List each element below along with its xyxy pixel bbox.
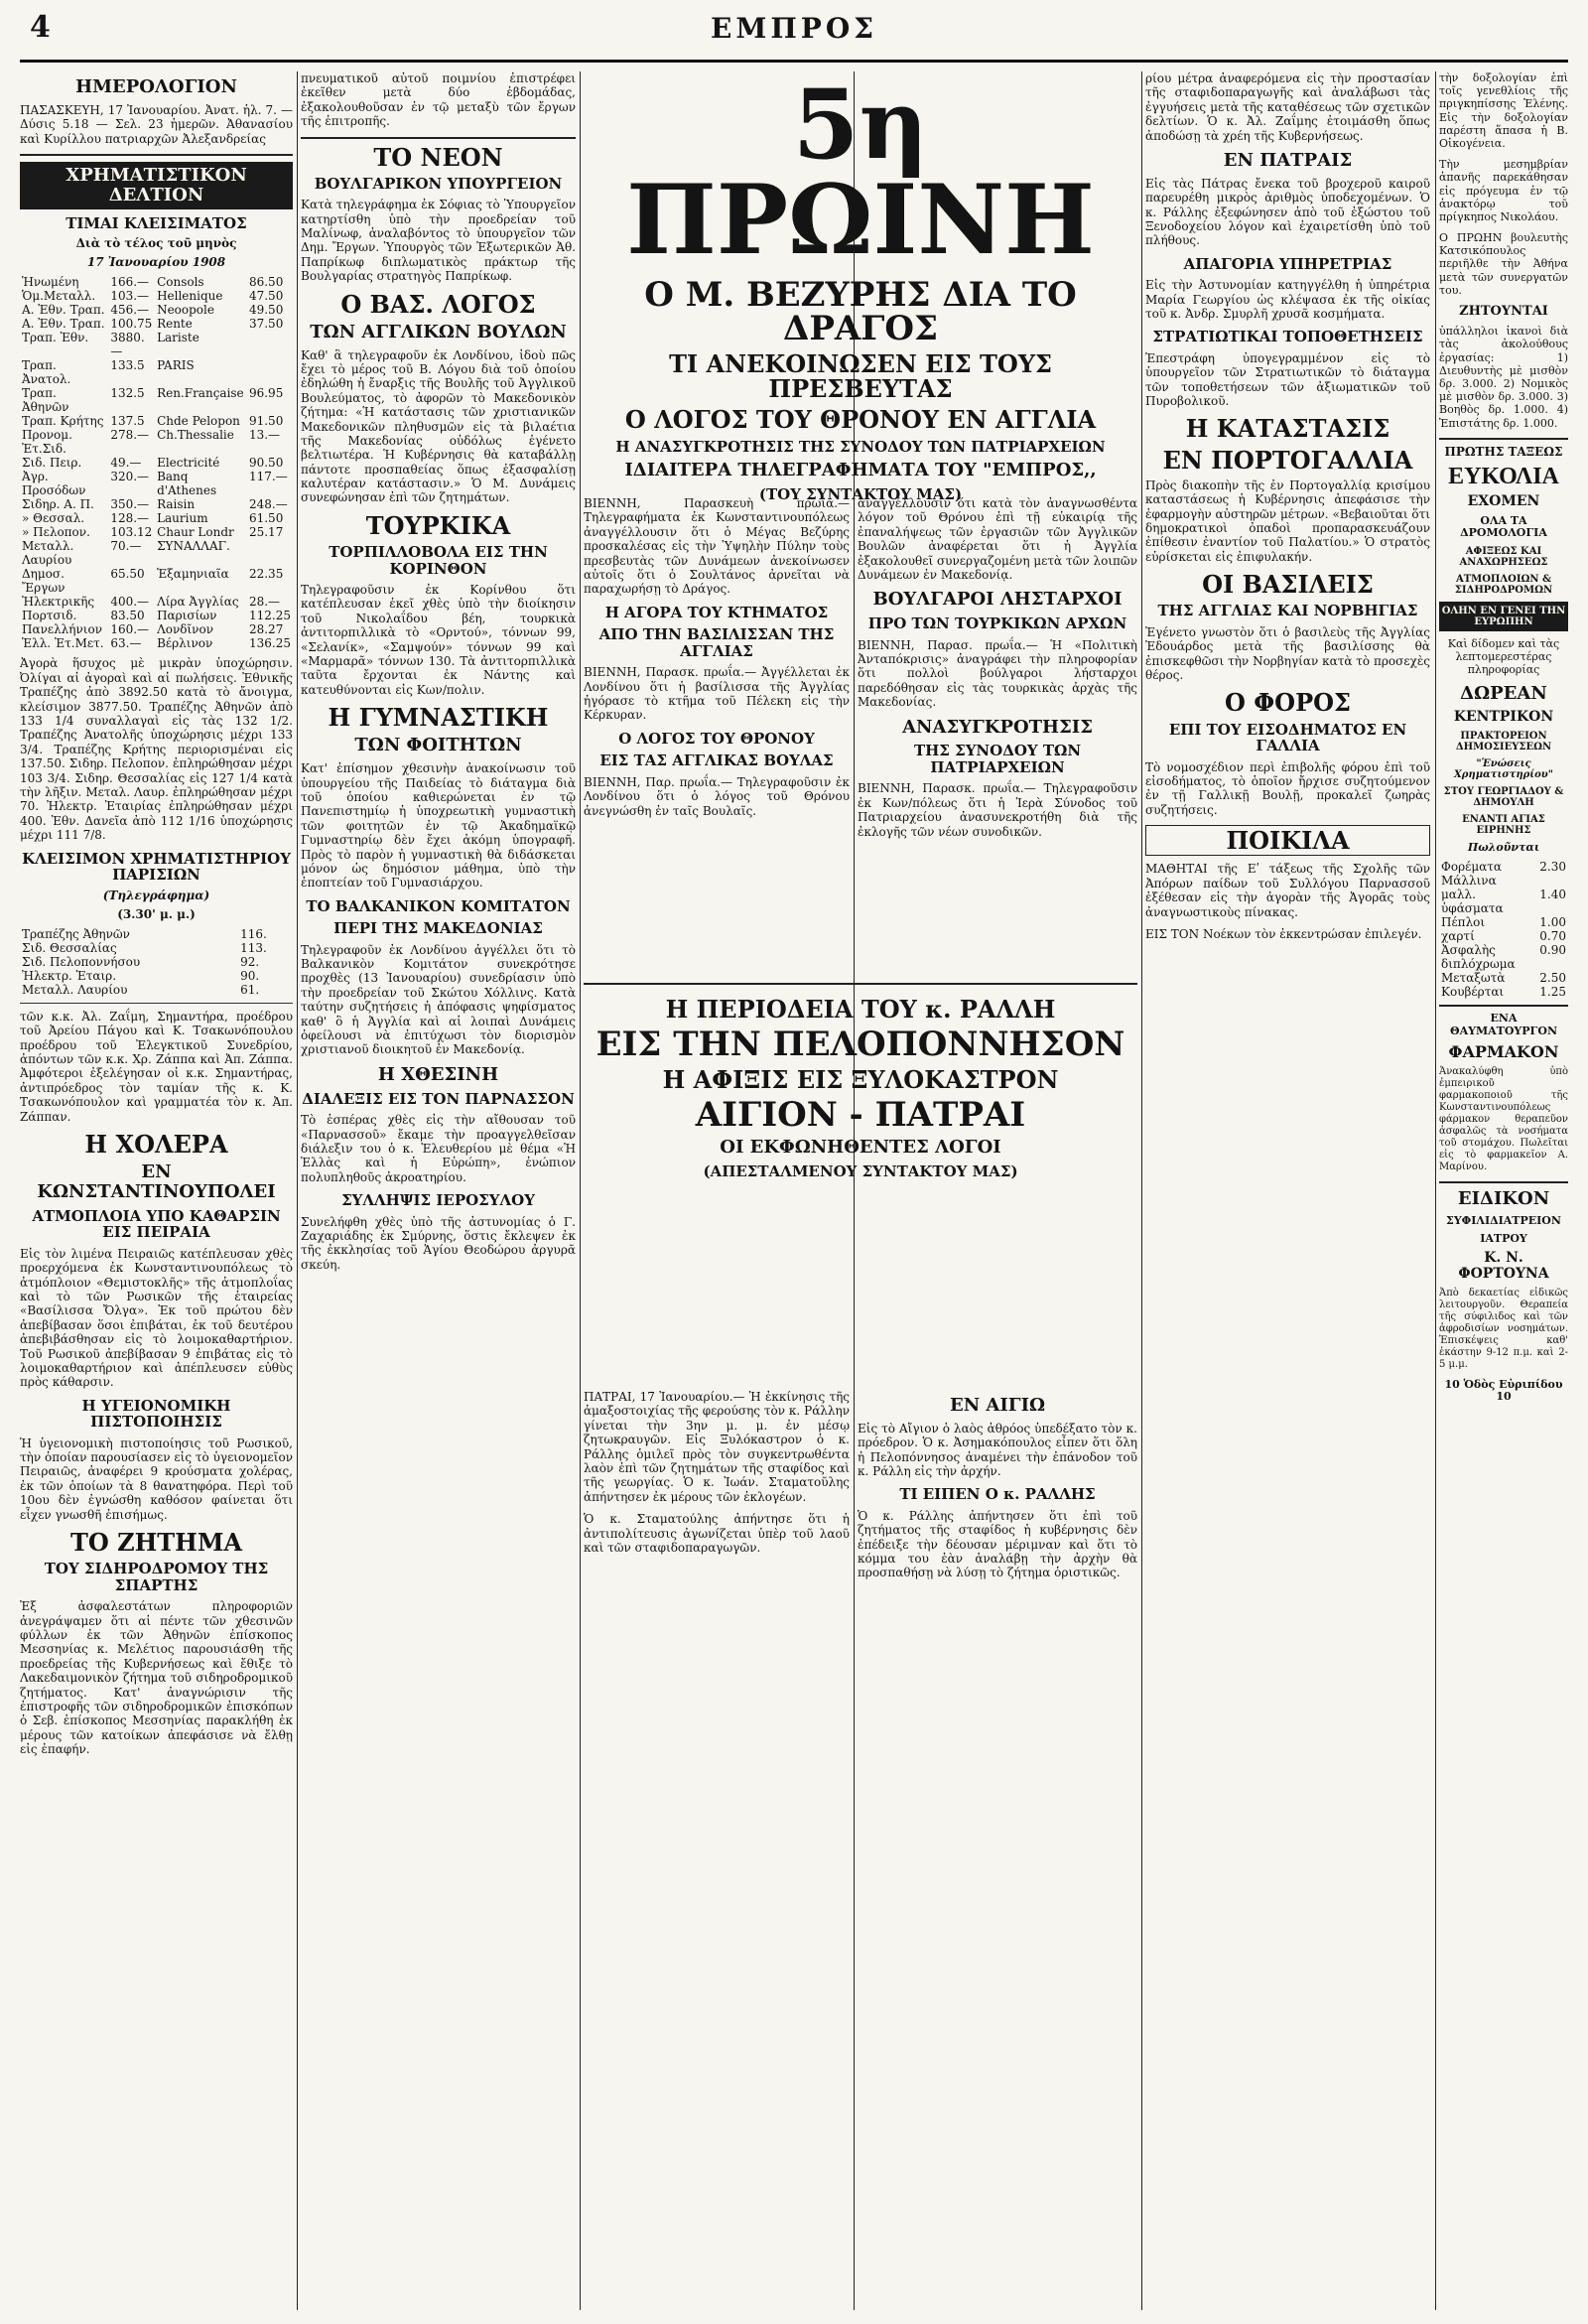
table-cell: Ἠλεκτρικῆς: [22, 595, 95, 610]
table-cell: Hellenique: [157, 289, 223, 304]
table-cell: 136.25: [248, 636, 291, 651]
table-cell: Σιδηρ. Α. Π.: [22, 497, 94, 512]
table-cell: 350.—: [110, 497, 150, 512]
table-cell: Laurium: [157, 511, 208, 526]
table-cell: Ἡνωμένη: [22, 275, 79, 290]
jerusalem-heading: ΣΥΛΛΗΨΙΣ ΙΕΡΟΣΥΛΟΥ: [341, 1191, 535, 1210]
paris-heading: ΚΛΕΙΣΙΜΟΝ ΧΡΗΜΑΤΙΣΤΗΡΙΟΥ ΠΑΡΙΣΙΩΝ: [22, 849, 291, 885]
cholera-text: Εἰς τὸν λιμένα Πειραιῶς κατέπλευσαν χθὲς προερχόμενα ἐκ Κωνσταντινουπόλεως τὸ ἀτμόπλοιον «Θεμιστοκλῆς» τῆς ἀτμοπλοΐας καὶ τὸ τῶν Ρωσικῶν τῆς ἑταιρείας «Βασίλισσα Ὄλγα». Ἐκ τοῦ πρώτου δὲν ἀπεβίβασαν ὅσοι ἐπιβάται, ἐκ τοῦ δευτέρου ἀπεβιβάσθησαν εἰς τὸ λοιμοκαθαρτήριον. Τοῦ Ρωσικοῦ ἀπεβίβασαν 9 ἐπιβάτας εἰς τὸ λοιμοκαθαρτήριον καὶ ἀπέπλευσεν εὐθὺς πρὸς κάθαρσιν.: [20, 1246, 293, 1390]
committee-subheading: ΠΕΡΙ ΤΗΣ ΜΑΚΕΔΟΝΙΑΣ: [333, 919, 543, 938]
table-cell: 86.50: [248, 275, 284, 290]
cholera-heading: Η ΧΟΛΕΡΑ: [84, 1130, 228, 1160]
rallis-headline-4: ΑΙΓΙΟΝ - ΠΑΤΡΑΙ: [695, 1095, 1026, 1136]
table-cell: 166.—: [110, 275, 150, 290]
ad1-free: ΔΩΡΕΑΝ: [1460, 683, 1547, 705]
table-cell: [247, 539, 293, 567]
table-cell: » Πελοπον.: [22, 525, 90, 540]
paris-subheading: (Τηλεγράφημα): [102, 888, 210, 902]
table-cell: Πορτσιδ.: [22, 609, 77, 623]
table-cell: 1.00: [1539, 915, 1566, 930]
newspaper-title: ΕΜΠΡΟΣ: [710, 12, 878, 45]
ad1-big: ΕΥΚΟΛΙΑ: [1448, 463, 1559, 489]
throne-text: ΒΙΕΝΝΗ, Παρ. πρωΐα.— Τηλεγραφοῦσιν ἐκ Λονδίνου ὅτι ὁ λόγος τοῦ Θρόνου ἀνεγνώσθη ἐν ταῖς Βουλαῖς.: [584, 774, 850, 818]
top-text: ρίου μέτρα ἀναφερόμενα εἰς τὴν προστασίαν τῆς σταφιδοπαραγωγῆς καὶ ἀναλάβωσι τὰς ἐγγυήσεις μετὰ τῆς καταθέσεως τῶν σχετικῶν δελτίων. Ὁ κ. Ἀλ. Ζαΐμης ἐτοιμάσθη ὅπως ἀποδώσῃ τὰ χρέη τῆς Κυβερνήσεως.: [1145, 71, 1430, 143]
military-heading: ΣΤΡΑΤΙΩΤΙΚΑΙ ΤΟΠΟΘΕΤΗΣΕΙΣ: [1152, 328, 1423, 346]
table-cell: Παρισίων: [157, 609, 217, 623]
table-cell: Τραπ. Κρήτης: [22, 414, 104, 429]
exchange-row: [20, 511, 293, 525]
committee-text: Τηλεγραφοῦν ἐκ Λονδίνου ἀγγέλλει ὅτι τὸ Βαλκανικὸν Κομιτάτον συνεκρότησε προχθὲς (13 Ἰανουαρίου) συνεδρίασιν ὑπὸ τὴν προεδρείαν τοῦ Σκώτου Χόλλινς. Κατὰ ταύτην συζητήσεις ἡ ἀπόφασις ψηφίσματος καθ' ὃ ἡ Ἀγγλία καὶ αἱ λοιπαὶ Δυνάμεις ὀφείλουσι νὰ ἐπιτύχωσι τὸν διορισμὸν χριστιανοῦ διοικητοῦ ἐν Μακεδονίᾳ.: [301, 942, 576, 1057]
kings-speech-heading: Ο ΒΑΣ. ΛΟΓΟΣ: [340, 289, 536, 319]
parnassos-heading: Η ΧΘΕΣΙΝΗ: [377, 1063, 499, 1085]
ad1-heading: ΠΡΩΤΗΣ ΤΑΞΕΩΣ: [1444, 444, 1563, 459]
exchange-row: [20, 567, 293, 595]
table-cell: Consols: [157, 275, 204, 290]
table-cell: Lariste: [157, 331, 199, 345]
ad1-text: Καὶ δίδομεν καὶ τὰς λεπτομερεστέρας πληροφορίας: [1447, 636, 1560, 676]
lead-byline: (ΤΟΥ ΣΥΝΤΑΚΤΟΥ ΜΑΣ): [758, 484, 963, 503]
table-cell: 137.5: [110, 414, 145, 429]
portugal-heading-2: ΕΝ ΠΟΡΤΟΓΑΛΛΙΑ: [1162, 445, 1413, 475]
table-cell: 248.—: [248, 497, 288, 512]
table-cell: 132.5: [110, 386, 145, 401]
table-cell: 90.50: [248, 456, 284, 471]
rallis-headline-3: Η ΑΦΙΞΙΣ ΕΙΣ ΞΥΛΟΚΑΣΤΡΟΝ: [662, 1065, 1059, 1095]
column-5: [1145, 71, 1430, 2310]
column-1: [20, 71, 293, 2310]
paris-text: τῶν κ.κ. Ἀλ. Ζαΐμη, Σημαντήρα, προέδρου τοῦ Ἀρείου Πάγου καὶ Κ. Τσακωνόπουλου προέδρου τοῦ Ἐλεγκτικοῦ Συνεδρίου, ἀπόντων τῶν κ.κ. Χρ. Ζάππα καὶ Ἀπ. Ζάππα. Ἀμφότεροι ἐξελέγησαν οἱ κ.κ. Σημαντήρας, ἀντιπρόεδρος τὸν ταμίαν τῆς κ. Κ. Τσακωνόπουλον καὶ γραμματέα τὸν κ. Ἀπ. Ζάππαν.: [20, 1009, 293, 1124]
table-cell: 117.—: [248, 470, 288, 484]
table-cell: Λίρα Ἀγγλίας: [157, 595, 239, 610]
table-cell: Ἀσφαλὴς διπλόχρωμα: [1441, 943, 1516, 972]
table-cell: Πανελλήνιον: [22, 622, 102, 637]
table-cell: Δημοσ. Ἔργων: [22, 567, 66, 596]
turkey-text: Τηλεγραφοῦσιν ἐκ Κορίνθου ὅτι κατέπλευσαν ἐκεῖ χθὲς ὑπὸ τὴν διοίκησιν τοῦ Νικολαΐδου βέη, τουρκικὰ ἀντιτορπιλλικὰ τὸ «Ορντού», τόννων 99, «Σελανίκ», «Σαμψούν» τόννων 99 καὶ «Μαρμαρᾶ» τόννων 130. Τὰ ἀντιτορπιλλικὰ ταῦτα ἔρχονται ἐκ Νάντης καὶ κατευθύνονται εἰς Κων/πολιν.: [301, 583, 576, 697]
exchange-row: [20, 636, 293, 650]
sparta-text: Ἐξ ἀσφαλεστάτων πληροφοριῶν ἀνεγράψαμεν ὅτι αἱ πέντε τῶν χθεσινῶν φύλλων ἐκ τῶν Ἀθηνῶν ἐπίσκοπος Μεσσηνίας κ. Μελέτιος παρουσιάσθη τῆς προεδρείας τῆς Κυβερνήσεως καὶ ἔθιξε τὸ Λακεδαιμονικὸν ζήτημα τοῦ σιδηροδρομικοῦ ζητήματος. Κατ' ἀναγνώρισιν τῆς ἐπιστροφῆς τῶν σιδηροδρομικῶν ἐπισκόπων ὁ Σεβ. ἐπίσκοπος Μεσσηνίας παρακλήθη ἐκ μέρους τῶν κατοίκων ἀπεφάσισε νὰ ἔλθῃ εἰς ἐπαφήν.: [20, 1599, 293, 1757]
exchange-row: [20, 428, 293, 456]
rallis-headline-2: ΕΙΣ ΤΗΝ ΠΕΛΟΠΟΝΝΗΣΟΝ: [596, 1025, 1125, 1065]
table-cell: ΣΥΝΑΛΛΑΓ.: [157, 539, 230, 554]
gymnastics-heading: Η ΓΥΜΝΑΣΤΙΚΗ: [328, 703, 549, 733]
table-cell: 133.5: [110, 358, 145, 373]
cholera-subheading: ΑΤΜΟΠΛΟΙΑ ΥΠΟ ΚΑΘΑΡΣΙΝ ΕΙΣ ΠΕΙΡΑΙΑ: [32, 1206, 281, 1242]
pharmacy-text: Ἀνακαλύφθη ὑπὸ ἐμπειρικοῦ φαρμακοποιοῦ τῆς Κωνσταντινουπόλεως φάρμακον θεραπεῦον ἀσφαλῶς τὰ νοσήματα τοῦ στομάχου. Πωλεῖται εἰς τὸ φαρμακεῖον Α. Μαρίνου.: [1439, 1066, 1568, 1173]
column-rule: [1141, 71, 1142, 2310]
price-row: [1439, 929, 1568, 943]
column-rule: [580, 71, 581, 2310]
price-row: [1439, 943, 1568, 971]
sparta-subheading: ΤΟΥ ΣΙΔΗΡΟΔΡΟΜΟΥ ΤΗΣ ΣΠΑΡΤΗΣ: [44, 1560, 269, 1594]
synod-subheading: ΤΗΣ ΣΥΝΟΔΟΥ ΤΩΝ ΠΑΤΡΙΑΡΧΕΙΩΝ: [913, 742, 1082, 776]
sparta-heading: ΤΟ ΖΗΤΗΜΑ: [69, 1528, 243, 1558]
table-cell: Τραπ. Ἐθν.: [22, 331, 89, 345]
table-cell: Chde Pelopon: [157, 414, 240, 429]
price-row: [1439, 860, 1568, 888]
kings2-subheading: ΤΗΣ ΑΓΓΛΙΑΣ ΚΑΙ ΝΟΡΒΗΓΙΑΣ: [1157, 602, 1418, 620]
doctor-big: ΣΥΦΙΛΙΔΙΑΤΡΕΙΟΝ: [1446, 1213, 1561, 1227]
table-cell: 112.25: [248, 609, 291, 623]
exchange-notes: Ἀγορὰ ἥσυχος μὲ μικρὰν ὑποχώρησιν. Ὀλίγαι αἱ ἀγοραὶ καὶ αἱ πωλήσεις. Ἐθνικῆς Τραπέζης ἀπὸ 3892.50 κατὰ τὸ ἄνοιγμα, κλείσιμον 3877.50. Τραπέζης Ἀθηνῶν ἀπὸ 133 1/4 συναλλαγαὶ εἰς τὰς 132 1/2. Τραπέζης Ἀνατολῆς ὑποχώρησις μέχρι 133 3/4. Τραπέζης Κρήτης περιορισμέναι εἰς 137.50. Σιδηρ. Πελοπον. ἐπληρώθησαν μέχρι 103 3/4. Σιδηρ. Θεσσαλίας εἰς 127 1/4 κατὰ τὴν λῆξιν. Μεταλ. Λαυρ. ἐπληρώθησαν μέχρι 70. Ἠλεκτρ. Ἐταιρίας ἐπληρώθησαν μέχρι 400. Ἐθν. Δανεῖα ἀπὸ 112 1/16 ὑποχώρησις μέχρι 111 7/8.: [20, 656, 293, 843]
pharmacy-big: ΦΑΡΜΑΚΟΝ: [1448, 1041, 1559, 1061]
rallis-headline-5: ΟΙ ΕΚΦΩΝΗΘΕΝΤΕΣ ΛΟΓΟΙ: [720, 1137, 1001, 1159]
table-cell: 160.—: [110, 622, 150, 637]
ministry-subheading: ΒΟΥΛΓΑΡΙΚΟΝ ΥΠΟΥΡΓΕΙΟΝ: [314, 174, 563, 193]
health-heading: Η ΥΓΕΙΟΝΟΜΙΚΗ ΠΙΣΤΟΠΟΙΗΣΙΣ: [81, 1396, 231, 1432]
column-2: [301, 71, 576, 2310]
table-cell: 2.30: [1539, 860, 1566, 875]
misc-text: ΜΑΘΗΤΑΙ τῆς Εʹ τάξεως τῆς Σχολῆς τῶν Ἀπόρων παίδων τοῦ Συλλόγου Παρνασσοῦ ἐξέθεσαν εἰς τὴν ἀγορὰν τῆς Ἀγορᾶς τοὺς ἀναγνωστικοὺς πίνακας.: [1145, 862, 1430, 919]
lead-headline-block: [584, 68, 1137, 508]
wanted-text: ὑπάλληλοι ἱκανοὶ διὰ τὰς ἀκολούθους ἐργασίας: 1) Διευθυντὴς μὲ μισθὸν δρ. 3.000. 2) Νομικὸς μὲ μισθὸν δρ. 3.000. 3) Βοηθὸς δρ. 1.000. 4) Ἐπιστάτης δρ. 1.000.: [1439, 325, 1568, 430]
turkey-heading: ΤΟΥΡΚΙΚΑ: [365, 510, 511, 540]
exchange-row: [20, 414, 293, 428]
doctor-heading: ΕΙΔΙΚΟΝ: [1457, 1188, 1550, 1210]
table-cell: Τραπ. Ἀνατολ.: [22, 358, 71, 387]
ad1-office-2: ΠΡΑΚΤΟΡΕΙΟΝ ΔΗΜΟΣΙΕΥΣΕΩΝ: [1455, 731, 1552, 753]
table-cell: 278.—: [110, 428, 150, 443]
table-cell: Μεταξωτὰ: [1441, 971, 1506, 986]
kings-speech-text: Καθ' ἃ τηλεγραφοῦν ἐκ Λονδίνου, ἰδοὺ πῶς ἔχει τὸ μέρος τοῦ Β. Λόγου διὰ τοῦ ὁποίου ἐδηλώθη ἡ ἔναρξις τῆς Βουλῆς τοῦ Ἀγγλικοῦ Βουλεύματος, τὸ ἀφορῶν τὸ Μακεδονικὸν ζήτημα: «Ἡ κατάστασις τῶν χριστιανικῶν Μακεδονικῶν πληθυσμῶν εἰς τὰ βιλαέτια τῆς Μακεδονίας οὐδόλως ἐγένετο βελτιωτέρα. Ἡ Κυβέρνησις θὰ καταβάλλῃ πάντοτε προσπαθείας ὅπως ἐξασφαλίσῃ καλυτέραν κατάστασιν.» Ὁ Μ. Δυνάμεις συνεφώνησαν ἐπὶ τῶν ζητημάτων.: [301, 347, 576, 505]
table-cell: Τραπέζης Ἀθηνῶν: [22, 926, 130, 941]
table-cell: Τραπ. Ἀθηνῶν: [22, 386, 69, 415]
column-4-lower: [858, 1390, 1137, 2310]
exchange-row: [20, 386, 293, 414]
health-text: Ἡ ὑγειονομικὴ πιστοποίησις τοῦ Ρωσικοῦ, τὴν ὁποίαν παρουσίασεν εἰς τὸ ὑγειονομεῖον Πειραιῶς, ἀναφέρει 9 κρούσματα χολέρας, ἐκ τῶν ὁποίων τὰ 8 θανατηφόρα. Περὶ τοῦ 10ου δὲν ἐγνώσθη καθόσον φαίνεται ὅτι εἶχεν γνωσθῆ ἐπισήμως.: [20, 1435, 293, 1522]
price-table: [1439, 860, 1568, 999]
ad1-address: ΕΝΑΝΤΙ ΑΓΙΑΣ ΕΙΡΗΝΗΣ: [1462, 814, 1545, 837]
table-cell: Electricité: [157, 456, 220, 471]
synod-heading: ΑΝΑΣΥΓΚΡΟΤΗΣΙΣ: [902, 716, 1093, 738]
exchange-row: [20, 317, 293, 331]
table-cell: 61.: [240, 982, 260, 997]
table-cell: Σιδ. Πειρ.: [22, 456, 82, 471]
table-cell: Λονδῖνον: [157, 622, 213, 637]
exchange-heading: ΧΡΗΜΑΤΙΣΤΙΚΟΝ ΔΕΛΤΙΟΝ: [20, 162, 293, 209]
table-cell: Α. Ἐθν. Τραπ.: [22, 317, 105, 332]
intro-text: πνευματικοῦ αὐτοῦ ποιμνίου ἐπιστρέφει ἐκεῖθεν μετὰ δύο ἑβδομάδας, ἐξακολουθοῦσαν ἐν τῷ μεταξὺ τῶν ἔργων τῆς ἐπιτροπῆς.: [301, 71, 576, 129]
table-cell: Ἠλεκτρ. Ἑταιρ.: [22, 968, 117, 983]
military-text: Ἐπεστράφη ὑπογεγραμμένον εἰς τὸ ὑπουργεῖον τῶν Στρατιωτικῶν τὸ διάταγμα τῶν τοποθετήσεων τῶν ἀξιωματικῶν τοῦ Πυροβολικοῦ.: [1145, 350, 1430, 409]
table-cell: 90.: [240, 968, 260, 983]
table-cell: μαλλ. ὑφάσματα: [1441, 888, 1504, 916]
table-cell: 70.—: [110, 539, 142, 554]
committee-heading: ΤΟ ΒΑΛΚΑΝΙΚΟΝ ΚΟΜΙΤΑΤΟΝ: [306, 896, 571, 915]
synod-text: ΒΙΕΝΝΗ, Παρασκ. πρωΐα.— Τηλεγραφοῦσιν ἐκ Κων/πόλεως ὅτι ἡ Ἱερὰ Σύνοδος τοῦ Πατριαρχείου ἀνασυνεκροτήθη διὰ τῆς ἐκλογῆς τῶν νέων συνοδικῶν.: [858, 781, 1137, 839]
table-cell: 49.50: [248, 303, 284, 318]
rallis-byline: (ΑΠΕΣΤΑΛΜΕΝΟΥ ΣΥΝΤΑΚΤΟΥ ΜΑΣ): [703, 1162, 1018, 1181]
exchange-row: [20, 289, 293, 303]
ad1-sub-4: ΑΤΜΟΠΛΟΙΩΝ & ΣΙΔΗΡΟΔΡΟΜΩΝ: [1454, 573, 1553, 596]
table-cell: Chaur Londr: [157, 525, 234, 540]
kings2-heading: ΟΙ ΒΑΣΙΛΕΙΣ: [1202, 570, 1374, 600]
exchange-row: [20, 525, 293, 539]
column-rule: [1435, 71, 1436, 2310]
rallis-headline-block: [584, 983, 1137, 1186]
ad1-store: ΣΤΟΥ ΓΕΩΡΓΙΑΔΟΥ & ΔΗΜΟΥΛΗ: [1443, 786, 1564, 809]
aigio-text: Εἰς τὸ Αἴγιον ὁ λαὸς ἀθρόος ὑπεδέξατο τὸν κ. πρόεδρον. Ὁ κ. Ἀσημακόπουλος εἶπεν ὅτι ὅλη ἡ Πελοπόννησος ἀναμένει τὴν ἐπάνοδον τοῦ κ. Ράλλη εἰς τὴν ἀρχήν.: [858, 1421, 1137, 1478]
rallis-headline: Η ΠΕΡΙΟΔΕΙΑ ΤΟΥ κ. ΡΑΛΛΗ: [665, 995, 1056, 1024]
continued-text: ἀναγγέλλουσιν ὅτι κατὰ τὸν ἀναγνωσθέντα λόγον τοῦ Θρόνου ἐπὶ τῇ εὐκαιρίᾳ τῆς ἐπαναλήψεως τῶν ἐργασιῶν τῶν Ἀγγλικῶν Βουλῶν ἀναφέρεται ὅτι ἡ Ἀγγλία ἐξακολουθεῖ συνεργαζομένη μετὰ τῶν λοιπῶν Δυνάμεων ἐν Μακεδονίᾳ.: [858, 496, 1137, 582]
table-cell: Βέρλινον: [157, 636, 213, 651]
column-rule: [297, 71, 298, 2310]
table-cell: 1.25: [1539, 985, 1566, 1000]
paris-time: (3.30' μ. μ.): [117, 906, 196, 921]
doctor-name: Κ. Ν. ΦΟΡΤΟΥΝΑ: [1458, 1250, 1549, 1282]
ministry-text: Κατὰ τηλεγράφημα ἐκ Σόφιας τὸ Ὑπουργεῖον κατηρτίσθη ὑπὸ τὴν προεδρείαν τοῦ Μαλίνωφ, ἀναλαβόντος τὸ ὑπουργεῖον τῶν Δημ. Ἔργων. Ὑπουργὸς τῶν Ἐξωτερικῶν Ἀθ. Παπρίκωφ διπλωματικὸς πράκτωρ τῆς Βουλγαρίας στρατηγὸς Παπρίκωφ.: [301, 198, 576, 284]
table-cell: 47.50: [248, 289, 284, 304]
top-text: τὴν δοξολογίαν ἐπὶ τοῖς γενεθλίοις τῆς πριγκηπίσσης Ἑλένης. Εἰς τὴν δοξολογίαν παρέστη ἅπασα ἡ Β. Οἰκογένεια.: [1439, 71, 1568, 150]
aigio-heading: ΕΝ ΑΙΓΙΩ: [949, 1395, 1046, 1416]
price-row: [1439, 915, 1568, 929]
paris-row: [20, 969, 293, 983]
exchange-subheading-2: Διὰ τὸ τέλος τοῦ μηνὸς: [75, 236, 237, 251]
table-cell: 49.—: [110, 456, 142, 471]
table-cell: Σιδ. Θεσσαλίας: [22, 940, 117, 955]
ad1-sub-5: ΟΛΗΝ ΕΝ ΓΕΝΕΙ ΤΗΝ ΕΥΡΩΠΗΝ: [1439, 602, 1568, 631]
doctor-text: Ἀπὸ δεκαετίας εἰδικῶς λειτουργοῦν. Θεραπεία τῆς σύφιλιδος καὶ τῶν ἀφροδισίων νοσημάτων. Ἐπισκέψεις καθ' ἑκάστην 9-12 π.μ. καὶ 2-5 μ.μ.: [1439, 1287, 1568, 1370]
table-cell: 65.50: [110, 567, 145, 582]
table-cell: 96.95: [248, 386, 284, 401]
table-cell: 25.17: [248, 525, 284, 540]
column-6: [1439, 71, 1568, 2310]
portugal-text: Πρὸς διακοπὴν τῆς ἐν Πορτογαλλίᾳ κρισίμου καταστάσεως ἡ Κυβέρνησις ἀπεφάσισε τὴν ἐφαρμογὴν αὐστηρῶν μέτρων. «Βεβαιοῦται ὅτι δημοκρατικοὶ ὀπαδοὶ προπαρασκευάζουν ἐπίθεσιν ἐναντίον τοῦ Παλατίου.» Ὁ στρατὸς εὑρίσκεται εἰς ἐπιφυλακήν.: [1145, 478, 1430, 564]
page-number: 4: [30, 10, 51, 45]
lead-subheadline: ΤΙ ΑΝΕΚΟΙΝΩΣΕΝ ΕΙΣ ΤΟΥΣ ΠΡΕΣΒΕΥΤΑΣ: [669, 349, 1052, 404]
throne-heading: Ο ΛΟΓΟΣ ΤΟΥ ΘΡΟΝΟΥ: [618, 729, 815, 748]
ad1-firm: "Ἑνώσεις Χρηματιστηρίου": [1454, 758, 1553, 781]
exchange-row: [20, 358, 293, 386]
jerusalem-text: Συνελήφθη χθὲς ὑπὸ τῆς ἀστυνομίας ὁ Γ. Ζαχαριάδης ἐκ Σμύρνης, ὅστις ἔκλεψεν ἐκ τῆς ἐκκλησίας τοῦ Ἁγίου Θεοδώρου ἀργυρᾶ σκεύη.: [301, 1214, 576, 1272]
column-3-lower: [584, 1390, 850, 2310]
patras-text: ΠΑΤΡΑΙ, 17 Ἰανουαρίου.— Ἡ ἐκκίνησις τῆς ἀμαξοστοιχίας τῆς φερούσης τὸν κ. Ράλλην γίνεται τὴν 3ην μ. μ. ἐν μέσῳ ζητωκραυγῶν. Εἰς Ξυλόκαστρον ὁ κ. Ράλλης ὁμιλεῖ πρὸς τὸν συγκεντρωθέντα λαὸν ἐπὶ τῶν ζητημάτων τῆς σταφίδος καὶ τῆς γεωργίας. Ὁ κ. Ἰωάν. Σταματοῦλης ἀπήντησεν ἐκ μέρους τῶν ἐκλογέων.: [584, 1390, 850, 1504]
vienna-text: ΒΙΕΝΝΗ, Παρασκευὴ πρωΐα.— Τηλεγραφήματα ἐκ Κωνσταντινουπόλεως ἀναγγέλλουσιν ὅτι ὁ Μέγας Βεζύρης προσκαλέσας εἰς τὴν Ὑψηλὴν Πύλην τοὺς πρεσβευτὰς τῶν Δυνάμεων ἀνεκοίνωσεν αὐτοῖς ὅτι ὁ Σουλτάνος ἀρνεῖται νὰ παραχωρήσῃ τὸ Δράγος.: [584, 496, 850, 597]
table-cell: Rente: [157, 317, 193, 332]
table-cell: 22.35: [248, 567, 284, 582]
exchange-row: [20, 303, 293, 317]
table-cell: 28.—: [248, 595, 281, 610]
paris-row: [20, 941, 293, 955]
bulgars-text: ΒΙΕΝΝΗ, Παρασ. πρωΐα.— Ἡ «Πολιτικὴ Ἀνταπόκρισις» ἀναγράφει τὴν πληροφορίαν ὅτι πολλοὶ βούλγαροι λήσταρχοι παρεδόθησαν εἰς τὰς τουρκικὰς ἀρχὰς τῆς Μακεδονίας.: [858, 637, 1137, 710]
lead-time: 5η ΠΡΩΙΝΗ: [626, 68, 1095, 276]
table-cell: Neoopole: [157, 303, 214, 318]
table-cell: 320.—: [110, 470, 150, 484]
paris-row: [20, 983, 293, 997]
table-cell: [247, 331, 293, 358]
lead-subheadline-4: ΙΔΙΑΙΤΕΡΑ ΤΗΛΕΓΡΑΦΗΜΑΤΑ ΤΟΥ "ΕΜΠΡΟΣ,,: [624, 460, 1097, 481]
table-cell: 113.: [240, 940, 267, 955]
exchange-row: [20, 622, 293, 636]
ministry-heading: ΤΟ ΝΕΟΝ: [373, 142, 503, 172]
table-cell: 37.50: [248, 317, 284, 332]
table-cell: 83.50: [110, 609, 145, 623]
table-cell: 91.50: [248, 414, 284, 429]
table-cell: » Θεσσαλ.: [22, 511, 85, 526]
doctor-address: 10 Ὁδὸς Εὐριπίδου 10: [1444, 1377, 1563, 1404]
exchange-row: [20, 595, 293, 609]
table-cell: Μεταλλ. Λαυρίου: [22, 539, 74, 568]
misc-heading: ΠΟΙΚΙΛΑ: [1145, 825, 1430, 856]
council-text: Ο ΠΡΩΗΝ βουλευτὴς Κατσικόπουλος περιῆλθε τὴν Ἀθήνα μετὰ τῶν συνεργατῶν του.: [1439, 231, 1568, 297]
police-heading: ΑΠΑΓΟΡΙΑ ΥΠΗΡΕΤΡΙΑΣ: [1183, 254, 1392, 273]
table-cell: 13.—: [248, 428, 281, 443]
tax-heading: Ο ΦΟΡΟΣ: [1225, 688, 1351, 718]
exchange-row: [20, 331, 293, 358]
calendar-heading: ΗΜΕΡΟΛΟΓΙΟΝ: [75, 76, 237, 97]
table-cell: 400.—: [110, 595, 150, 610]
lead-subheadline-2: Ο ΛΟΓΟΣ ΤΟΥ ΘΡΟΝΟΥ ΕΝ ΑΓΓΛΙΑ: [624, 405, 1097, 435]
throne-subheading: ΕΙΣ ΤΑΣ ΑΓΓΛΙΚΑΣ ΒΟΥΛΑΣ: [599, 752, 834, 770]
price-row: [1439, 888, 1568, 915]
ad1-sells: Πωλοῦνται: [1467, 841, 1540, 855]
table-cell: Πέπλοι: [1441, 915, 1486, 930]
tax-text: Τὸ νομοσχέδιον περὶ ἐπιβολῆς φόρου ἐπὶ τοῦ εἰσοδήματος, τὸ ὁποῖον ἤρχισε συζητούμενον ἐν τῇ Γαλλικῇ Βουλῇ, προκαλεῖ ζωηρὰς συζητήσεις.: [1145, 759, 1430, 817]
table-cell: 116.: [240, 926, 267, 941]
table-cell: Ἀγρ. Προσόδων: [22, 470, 86, 498]
table-cell: Κουβέρται: [1441, 985, 1505, 1000]
gymnastics-text: Κατ' ἐπίσημον χθεσινὴν ἀνακοίνωσιν τοῦ ὑπουργείου τῆς Παιδείας τὸ διάταγμα διὰ τοῦ ὁποίου καθιερώνεται ἐν τῷ Πανεπιστημίῳ ἡ ὑποχρεωτικὴ γυμναστικὴ τῶν φοιτητῶν ἐν τῷ Ἀκαδημαϊκῷ Γυμναστηρίῳ δὲν ἔχει ἀκόμη ὑπογραφῆ. Πρὸς τὸ παρὸν ἡ γυμναστικὴ θὰ διδάσκεται μόνον ὡς δημόσιον μάθημα, ὑπὸ τὴν ἐποπτείαν τοῦ Γυμνασιάρχου.: [301, 761, 576, 890]
table-cell: Σιδ. Πελοποννήσου: [22, 954, 141, 969]
table-cell: 1.40: [1539, 888, 1566, 902]
masthead: [20, 0, 1568, 63]
table-cell: Ὁμ.Μεταλλ.: [22, 289, 96, 304]
wanted-heading: ΖΗΤΟΥΝΤΑΙ: [1459, 304, 1548, 319]
exchange-row: [20, 456, 293, 470]
table-cell: 28.27: [248, 622, 284, 637]
ad1-sub: ΕΧΟΜΕΝ: [1467, 492, 1540, 509]
table-cell: Ch.Thessalie: [157, 428, 234, 443]
price-row: [1439, 985, 1568, 999]
rallis-said-text: Ὁ κ. Ράλλης ἀπήντησεν ὅτι ἐπὶ τοῦ ζητήματος τῆς σταφίδος ἡ κυβέρνησις δὲν ἐπέδειξε τὴν δέουσαν μέριμναν καὶ ὅτι τὸ κόμμα του ἐὰν ἀναλάβῃ τὴν ἀρχὴν θὰ προσπαθήσῃ νὰ λύσῃ τὸ ζήτημα ὁριστικῶς.: [858, 1508, 1137, 1580]
bulgars-heading: ΒΟΥΛΓΑΡΟΙ ΛΗΣΤΑΡΧΟΙ: [872, 589, 1123, 611]
exchange-row: [20, 470, 293, 497]
parnassos-subheading: ΔΙΑΛΕΞΙΣ ΕΙΣ ΤΟΝ ΠΑΡΝΑΣΣΟΝ: [302, 1089, 575, 1108]
price-row: [1439, 971, 1568, 985]
hotel-subheading: ΑΠΟ ΤΗΝ ΒΑΣΙΛΙΣΣΑΝ ΤΗΣ ΑΓΓΛΙΑΣ: [598, 625, 835, 660]
ad1-office: ΚΕΝΤΡΙΚΟΝ: [1453, 708, 1554, 725]
table-cell: χαρτί: [1441, 929, 1475, 944]
table-cell: Ren.Française: [157, 386, 244, 401]
hotel-text: ΒΙΕΝΝΗ, Παρασκ. πρωΐα.— Ἀγγέλλεται ἐκ Λονδίνου ὅτι ἡ βασίλισσα τῆς Ἀγγλίας ἠγόρασε τὸ κτῆμα τοῦ Πέλεκη εἰς τὴν Κέρκυραν.: [584, 665, 850, 723]
lead-headline: Ο Μ. ΒΕΖΥΡΗΣ ΔΙΑ ΤΟ ΔΡΑΓΟΣ: [644, 275, 1077, 348]
rallis-said-heading: ΤΙ ΕΙΠΕΝ Ο κ. ΡΑΛΛΗΣ: [899, 1485, 1096, 1504]
stamatoulis-text: Ὁ κ. Σταματούλης ἀπήντησε ὅτι ἡ ἀντιπολίτευσις ἀγωνίζεται ὑπὲρ τοῦ λαοῦ καὶ τῶν σταφιδοπαραγωγῶν.: [584, 1512, 850, 1555]
exchange-row: [20, 539, 293, 567]
table-cell: 0.70: [1539, 929, 1566, 944]
exchange-row: [20, 497, 293, 511]
exchange-subheading: ΤΙΜΑΙ ΚΛΕΙΣΙΜΑΤΟΣ: [66, 213, 247, 232]
bulgars-subheading: ΠΡΟ ΤΩΝ ΤΟΥΡΚΙΚΩΝ ΑΡΧΩΝ: [867, 615, 1127, 633]
police-text: Εἰς τὴν Ἀστυνομίαν κατηγγέλθη ἡ ὑπηρέτρια Μαρία Γεωργίου ὡς κλέψασα ἐκ τῆς οἰκίας τοῦ κ. Ἀνδρ. Σμυρλῆ χρυσᾶ κοσμήματα.: [1145, 278, 1430, 321]
exchange-row: [20, 275, 293, 289]
table-cell: Raisin: [157, 497, 196, 512]
table-cell: Μεταλλ. Λαυρίου: [22, 982, 128, 997]
hotel-heading: Η ΑΓΟΡΑ ΤΟΥ ΚΤΗΜΑΤΟΣ: [604, 603, 829, 621]
table-cell: 2.50: [1539, 971, 1566, 986]
calendar-text: ΠΑΣΑΣΚΕΥΗ, 17 Ἰανουαρίου. Ἀνατ. ἡλ. 7. — Δύσις 5.18 — Σελ. 23 ἡμερῶν. Ἀθανασίου καὶ Κυρίλλου πατριαρχῶν Ἀλεξανδρείας: [20, 102, 293, 146]
lead-subheadline-3: Η ΑΝΑΣΥΓΚΡΟΤΗΣΙΣ ΤΗΣ ΣΥΝΟΔΟΥ ΤΩΝ ΠΑΤΡΙΑΡΧΕΙΩΝ: [615, 437, 1106, 456]
table-cell: 92.: [240, 954, 260, 969]
table-cell: 63.—: [110, 636, 142, 651]
top-text-2: Τὴν μεσημβρίαν ἀπανῆς παρεκάθησαν εἰς πρόγευμα ἐν τῷ ἀνακτόρῳ τοῦ πρίγκηπος Νικολάου.: [1439, 158, 1568, 223]
bottom-text: ΕΙΣ ΤΟΝ Νοέκων τὸν ἐκκεντρώσαν ἐπιλεγέν.: [1145, 926, 1422, 941]
exchange-date: 17 Ἰανουαρίου 1908: [86, 255, 226, 270]
table-cell: 128.—: [110, 511, 150, 526]
paris-row: [20, 927, 293, 941]
patras2-heading: ΕΝ ΠΑΤΡΑΙΣ: [1223, 149, 1353, 171]
table-cell: Ἑλλ. Ἐτ.Μετ.: [22, 636, 104, 651]
parnassos-text: Τὸ ἑσπέρας χθὲς εἰς τὴν αἴθουσαν τοῦ «Παρνασσοῦ» ἔκαμε τὴν προαγγελθεῖσαν διάλεξιν του ὁ κ. Ἐλευθερίου μὲ θέμα «Ἡ Ἑλλὰς καὶ ἡ Εὐρώπη», ἐνώπιον πολυπληθοῦς ἀκροατηρίου.: [301, 1113, 576, 1184]
table-cell: Banq d'Athenes: [157, 470, 217, 498]
table-cell: PARIS: [157, 358, 195, 373]
table-cell: [247, 358, 293, 386]
portugal-heading: Η ΚΑΤΑΣΤΑΣΙΣ: [1185, 414, 1390, 444]
gymnastics-subheading: ΤΩΝ ΦΟΙΤΗΤΩΝ: [354, 735, 522, 756]
pharmacy-heading: ΕΝΑ ΘΑΥΜΑΤΟΥΡΓΟΝ: [1449, 1012, 1558, 1037]
table-cell: 103.12: [110, 525, 153, 540]
kings-speech-subheading: ΤΩΝ ΑΓΓΛΙΚΩΝ ΒΟΥΛΩΝ: [310, 321, 567, 342]
table-cell: 61.50: [248, 511, 284, 526]
paris-table: [20, 927, 293, 997]
cholera-heading-2: ΕΝ ΚΩΝΣΤΑΝΤΙΝΟΥΠΟΛΕΙ: [37, 1162, 276, 1202]
table-cell: 3880.—: [110, 331, 145, 359]
exchange-row: [20, 609, 293, 622]
ad1-sub-2: ΟΛΑ ΤΑ ΔΡΟΜΟΛΟΓΙΑ: [1460, 514, 1547, 540]
turkey-subheading: ΤΟΡΠΙΛΛΟΒΟΛΑ ΕΙΣ ΤΗΝ ΚΟΡΙΝΘΟΝ: [329, 543, 548, 578]
exchange-table: [20, 275, 293, 650]
doctor-sub: ΙΑΤΡΟΥ: [1480, 1232, 1527, 1246]
paris-row: [20, 955, 293, 969]
table-cell: 0.90: [1539, 943, 1566, 958]
table-cell: 456.—: [110, 303, 150, 318]
table-cell: Ἑξαμηνιαῖα: [157, 567, 229, 582]
table-cell: Α. Ἐθν. Τραπ.: [22, 303, 105, 318]
patras2-text: Εἰς τὰς Πάτρας ἔνεκα τοῦ βροχεροῦ καιροῦ παρευρέθη μικρὸς ἀριθμὸς ὑποδεχομένων. Ὁ κ. Ράλλης ἐξεφώνησεν ἀπὸ τοῦ ἐξώστου τοῦ Ξενοδοχείου λόγον καὶ ἐχαιρετίσθη ὑπὸ τοῦ πλήθους.: [1145, 176, 1430, 248]
ad1-sub-3: ΑΦΙΞΕΩΣ ΚΑΙ ΑΝΑΧΩΡΗΣΕΩΣ: [1459, 545, 1548, 568]
table-cell: Προνομ. Ἐτ.Σιδ.: [22, 428, 72, 457]
tax-subheading: ΕΠΙ ΤΟΥ ΕΙΣΟΔΗΜΑΤΟΣ ΕΝ ΓΑΛΛΙΑ: [1168, 720, 1407, 755]
kings2-text: Ἐγένετο γνωστὸν ὅτι ὁ βασιλεὺς τῆς Ἀγγλίας Ἐδουάρδος μετὰ τῆς βασιλίσσης θὰ ἐπισκεφθῶσι τὴν Νορβηγίαν κατὰ τὸ προσεχὲς θέρος.: [1145, 624, 1430, 683]
table-cell: Φορέματα Μάλλινα: [1441, 860, 1502, 889]
table-cell: 100.75: [110, 317, 153, 332]
table-cell: 103.—: [110, 289, 150, 304]
